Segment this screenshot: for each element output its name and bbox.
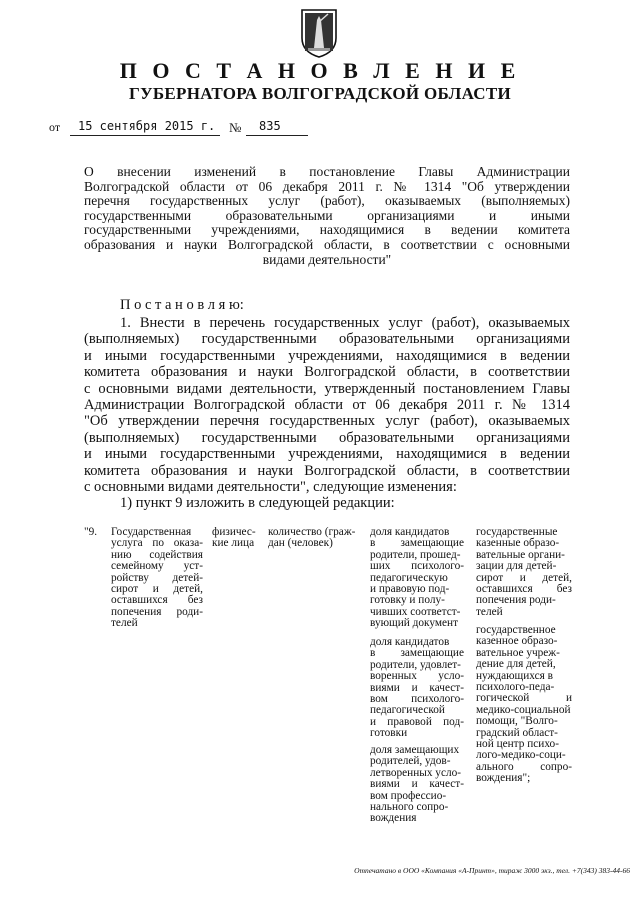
body-line: с основными видами деятельности, утвержденный постановлением Главы [84,380,570,397]
cell-line: казенное образо- [476,635,558,648]
cell-line: нального сопро- [370,801,449,814]
subject-line: видами деятельности" [262,251,392,267]
cell-line: оставшихся без [111,594,203,607]
printer-footer: Отпечатано в ООО «Компания «А-Принт», тираж 3000 экз., тел. +7(343) 383-44-66 [354,866,630,875]
cell-line: дение для детей, [476,658,556,671]
cell-line: в замещающие [370,647,464,660]
cell-line: оставшихся без [476,583,572,596]
cell-line: телей [111,617,138,630]
cell-line: попечения роди- [111,605,203,618]
cell-line: виями и качест- [370,778,464,791]
cell-line: семейному уст- [111,560,203,573]
cell-line: вом профессио- [370,789,447,802]
cell-line: и правовой под- [370,715,464,728]
cell-line: государственное [476,624,556,636]
subject-line: государственными учреждениями, находящимися в ведении комитета [84,222,570,238]
quality-cell-1 [370,527,464,630]
cell-line: вом психолого- [370,693,464,706]
cell-line: доля замещающих [370,744,460,756]
cell-line: зации для детей- [476,560,557,573]
subject-line: образования и науки Волгоградской области, в соответствии с основными [84,236,570,252]
cell-line: попечения роди- [476,594,556,607]
cell-line: педагогической [370,704,445,717]
service-name-cell [111,527,203,630]
body-line: Администрации Волгоградской области от 06 декабря 2011 г. № 1314 [84,397,570,414]
cell-line: воренных усло- [370,670,464,683]
date-prefix: от [49,120,61,134]
body-line: комитета образования и науки Волгоградской области, в соответствии [84,364,570,381]
cell-line: нуждающихся в [476,669,553,682]
cell-line: нию содействия [111,548,203,561]
number-prefix: № [229,120,242,135]
body-line: и иными государственными учреждениями, находящимися в ведении [84,446,570,463]
cell-line: сирот и детей, [476,571,572,584]
decree-word: П о с т а н о в л я ю: [120,297,244,313]
cell-line: кие лица [212,537,255,550]
document-title: П О С Т А Н О В Л Е Н И Е [119,58,521,83]
quality-cell-3 [370,745,464,825]
consumers-cell [212,527,262,550]
cell-line: в замещающие [370,537,464,550]
cell-line: готовку и полу- [370,594,445,607]
cell-line: физичес- [212,526,256,538]
cell-line: ной центр психо- [476,738,559,751]
cell-line: доля кандидатов [370,636,450,648]
body-line: (выполняемых) государственными образовательными организациями [84,429,570,446]
cell-line: летворенных усло- [370,766,462,779]
cell-line: чивших соответст- [370,605,461,618]
date-underline [70,135,220,136]
quality-cell-2 [370,637,464,740]
cell-line: психолого-педа- [476,681,555,694]
cell-line: градский област- [476,726,558,739]
number-underline [246,135,308,136]
cell-line: вательные органи- [476,548,565,561]
cell-line: казенные образо- [476,537,560,550]
cell-line: родителей, удов- [370,755,451,768]
cell-line: ших психолого- [370,560,464,573]
cell-line: родители, прошед- [370,548,461,561]
item-1-line: 1) пункт 9 изложить в следующей редакции: [120,495,395,512]
institution-cell-1 [476,527,572,618]
body-line: комитета образования и науки Волгоградской области, в соответствии [84,462,570,479]
institution-cell-2 [476,625,572,785]
cell-line: ального сопро- [476,760,572,773]
cell-line: готовки [370,727,408,740]
cell-line: помощи, "Волго- [476,715,558,728]
cell-line: гогической и [476,692,572,705]
body-line: "Об утверждении перечня государственных услуг (работ), оказываемых [84,413,570,430]
cell-line: сирот и детей, [111,583,203,596]
subject-line: перечня государственных услуг (работ), оказываемых (выполняемых) [84,193,570,209]
body-line: с основными видами деятельности", следующие изменения: [84,479,457,496]
table-row-number: "9. [84,526,98,538]
cell-line: лого-медико-соци- [476,749,566,762]
subject-line: Волгоградской области от 06 декабря 2011 г. № 1314 "Об утверждении [84,178,570,194]
subject-line: государственными образовательными организациями и иными [84,207,570,223]
cell-line: дан (человек) [268,537,333,550]
cell-line: Государственная [111,526,192,538]
body-line: 1. Внести в перечень государственных услуг (работ), оказываемых [120,315,570,331]
cell-line: педагогическую [370,571,448,584]
cell-line: ройству детей- [111,571,203,584]
document-subtitle: ГУБЕРНАТОРА ВОЛГОГРАДСКОЙ ОБЛАСТИ [128,84,512,103]
cell-line: родители, удовлет- [370,658,461,671]
cell-line: телей [476,605,503,618]
document-subject [84,165,570,267]
cell-line: виями и качест- [370,681,464,694]
cell-line: государственные [476,526,558,538]
body-text [84,315,570,512]
cell-line: услуга по оказа- [111,537,203,550]
cell-line: вующий документ [370,617,459,630]
cell-line: доля кандидатов [370,526,450,538]
document-date: 15 сентября 2015 г. [78,119,216,133]
coat-of-arms-emblem [300,8,338,58]
indicator-cell [268,527,358,550]
cell-line: и правовую под- [370,583,450,596]
cell-line: вождения [370,812,417,825]
cell-line: вательное учреж- [476,646,560,659]
subject-line: О внесении изменений в постановление Главы Администрации [84,164,570,179]
document-number: 835 [259,119,281,133]
cell-line: медико-социальной [476,703,571,716]
cell-line: количество (граж- [268,526,356,538]
cell-line: вождения"; [476,772,531,785]
body-line: и иными государственными учреждениями, находящимися в ведении [84,347,570,364]
body-line: (выполняемых) государственными образовательными организациями [84,331,570,348]
